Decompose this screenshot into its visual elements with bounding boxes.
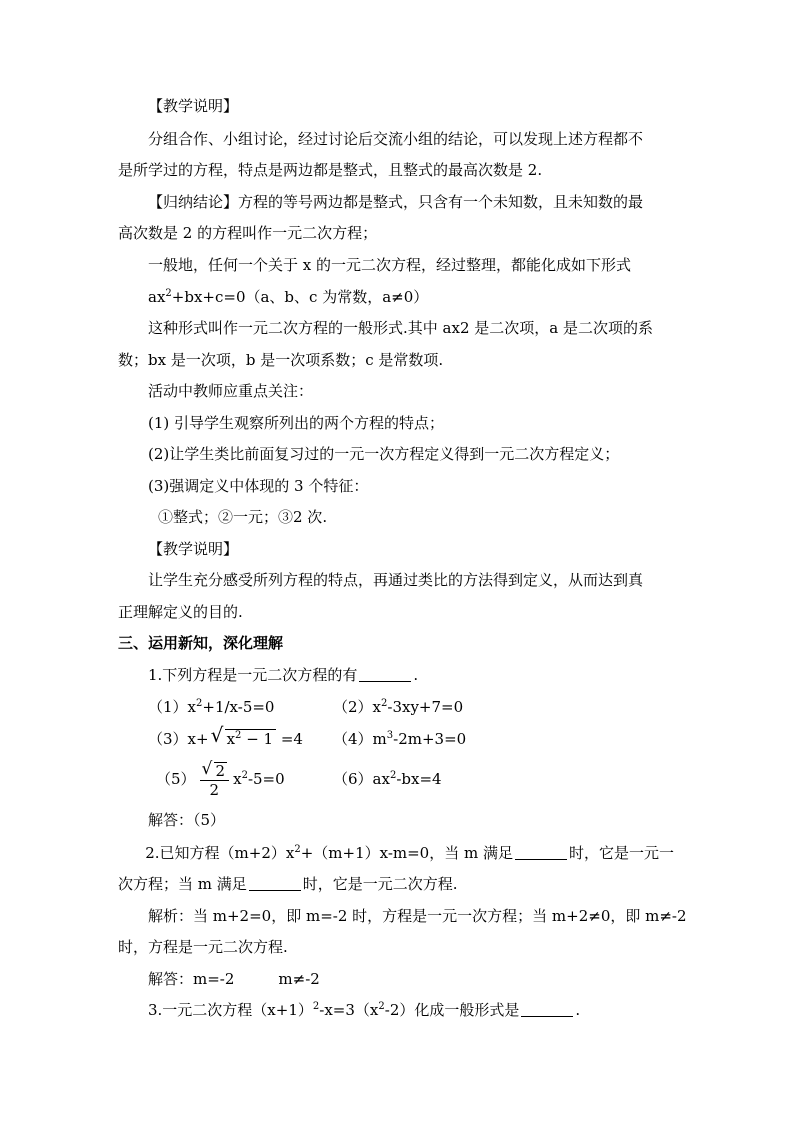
focus-item: (1) 引导学生观察所列出的两个方程的特点； [148,414,445,432]
question-1-answer: 解答：（5） [148,811,226,829]
option-3: （3）x+ √ $x^2 - 1 =4$ [148,723,303,748]
focus-item: (3)强调定义中体现的 3 个特征： [148,477,369,495]
question-2-line-1: 2.已知方程$(m+2)x^2+(m+1)x-m=0$，当 m 满足 时，它是一元一 [145,844,674,862]
answer-blank [359,667,411,682]
paragraph-line: 【归纳结论】方程的等号两边都是整式，只含有一个未知数，且未知数的最 [148,193,644,211]
paragraph-line: 正理解定义的目的. [118,603,243,621]
option-4: $(4)m^3-2m+3=0$ [333,730,467,748]
option-6: $(6)ax^2-bx=4$ [333,770,442,788]
question-3-prompt: 3.一元二次方程$(x+1)^2-x=3(x^2-2)$化成一般形式是 . [148,1001,581,1019]
question-2-analysis: 时，方程是一元二次方程. [118,938,288,956]
section-title-teaching-note: 【教学说明】 [148,540,239,558]
answer-blank [521,1002,573,1017]
focus-item: (2)让学生类比前面复习过的一元一次方程定义得到一元二次方程定义； [148,445,620,463]
option-2: $(2)x^2-3xy+7=0$ [333,698,464,716]
answer-blank [515,845,567,860]
paragraph-line: 一般地，任何一个关于 x 的一元二次方程，经过整理，都能化成如下形式 [148,256,631,274]
general-form-formula: $ax^2+bx+c=0(a$、b、c 为常数，a≠0） [148,288,429,306]
question-1-prompt: 1.下列方程是一元二次方程的有 . [148,666,419,684]
square-root: √ $x^2 - 1$ [211,729,277,749]
answer-blank [249,876,301,891]
paragraph-line: 高次数是 2 的方程叫作一元二次方程； [118,224,378,242]
focus-heading: 活动中教师应重点关注： [148,382,314,400]
paragraph-line: 这种形式叫作一元二次方程的一般形式.其中 ax2 是二次项，a 是二次项的系 [148,319,653,337]
option-5: （5） √ 2 2 $x^2-5=0$ [156,758,285,799]
paragraph-line: 是所学过的方程，特点是两边都是整式，且整式的最高次数是 2. [118,161,543,179]
fraction-sqrt2-over-2: √ 2 2 [200,762,230,799]
question-2-answer: 解答：m=-2 m≠-2 [148,970,320,988]
paragraph-line: 分组合作、小组讨论，经过讨论后交流小组的结论，可以发现上述方程都不 [148,130,644,148]
paragraph-line: 数；bx 是一次项，b 是一次项系数；c 是常数项. [118,351,444,369]
section-title-teaching-note: 【教学说明】 [148,97,239,115]
section-heading: 三、运用新知，深化理解 [118,634,284,652]
question-2-analysis: 解析：当 m+2=0，即 m=-2 时，方程是一元一次方程；当 m+2≠0，即 m≠-2 [148,907,687,925]
question-2-line-2: 次方程；当 m 满足 时，它是一元二次方程. [118,875,458,893]
focus-item: ①整式；②一元；③2 次. [158,508,328,526]
paragraph-line: 让学生充分感受所列方程的特点，再通过类比的方法得到定义，从而达到真 [148,571,644,589]
option-1: $(1)x^2+1/x-5=0$ [148,698,275,716]
